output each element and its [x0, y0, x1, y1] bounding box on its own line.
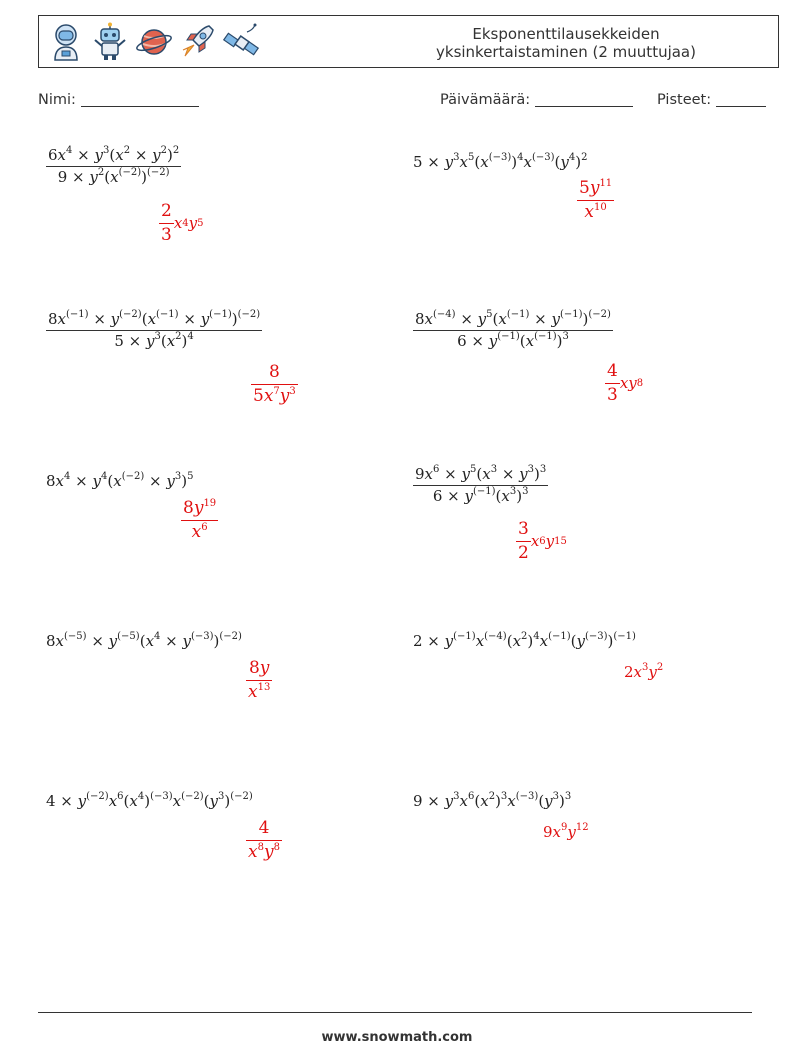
- worksheet-title: [406, 25, 726, 61]
- answer-8: $2x^3y^2$: [624, 662, 664, 681]
- satellite-icon: [223, 22, 261, 62]
- answer-6: $\frac{3}{2}$ x 6 y 15: [518, 519, 567, 563]
- problem-1: $\frac{6x^4 \times y^3(x^2 \times y^2)^2}{9 \times y^2(x^{(-2)})^{(-2)}}$: [48, 145, 180, 186]
- astronaut-icon: [47, 22, 85, 62]
- date-field: [440, 92, 633, 108]
- title-line-1: Eksponenttilausekkeiden: [472, 25, 660, 43]
- problem-10: $9 \times y^3x^6(x^2)^3x^{(-3)}(y^3)^3$: [413, 791, 572, 810]
- score-label: Pisteet:: [657, 92, 712, 108]
- answer-5: $\frac{8y^{19}}{x^6}$: [183, 498, 217, 542]
- rocket-icon: [179, 22, 217, 62]
- problem-7: $8x^{(-5)} \times y^{(-5)}(x^4 \times y^{(-3)})^{(-2)}$: [46, 631, 242, 650]
- footer-url[interactable]: www.snowmath.com: [321, 1030, 473, 1045]
- name-blank[interactable]: [81, 93, 199, 107]
- problem-6: $\frac{9x^6 \times y^5(x^3 \times y^3)^3}{6 \times y^{(-1)}(x^3)^3}$: [415, 464, 547, 505]
- name-label: Nimi:: [38, 92, 76, 108]
- robot-icon: [91, 22, 129, 62]
- worksheet-header: [38, 15, 779, 68]
- answer-7: $\frac{8y}{x^{13}}$: [248, 658, 271, 702]
- answer-4: $\frac{4}{3}$ xy 8: [607, 361, 644, 405]
- footer-divider: [38, 1012, 752, 1013]
- problem-8: $2 \times y^{(-1)}x^{(-4)}(x^2)^4x^{(-1)}(y^{(-3)})^{(-1)}$: [413, 631, 636, 650]
- date-blank[interactable]: [535, 93, 633, 107]
- header-icons: [47, 22, 261, 62]
- answer-9: $\frac{4}{x^8y^8}$: [248, 818, 280, 862]
- problem-9: $4 \times y^{(-2)}x^6(x^4)^{(-3)}x^{(-2)}(y^3)^{(-2)}$: [46, 791, 253, 810]
- problem-3: $\frac{8x^{(-1)} \times y^{(-2)}(x^{(-1)} \times y^{(-1)})^{(-2)}}{5 \times y^3(x^2)^4}$: [48, 309, 261, 350]
- problem-5: $8x^4 \times y^4(x^{(-2)} \times y^3)^5$: [46, 471, 194, 490]
- answer-10: $9x^9y^{12}$: [543, 822, 589, 841]
- score-blank[interactable]: [716, 93, 766, 107]
- problem-4: $\frac{8x^{(-4)} \times y^5(x^{(-1)} \times y^{(-1)})^{(-2)}}{6 \times y^{(-1)}(x^{(-1)})^3}$: [415, 309, 611, 350]
- answer-3: $\frac{8}{5x^7y^3}$: [253, 362, 296, 406]
- title-line-2: yksinkertaistaminen (2 muuttujaa): [436, 43, 696, 61]
- problem-2: $5 \times y^3x^5(x^{(-3)})^4x^{(-3)}(y^4)^2$: [413, 152, 588, 171]
- name-field: [38, 92, 199, 108]
- planet-icon: [135, 22, 173, 62]
- answer-2: $\frac{5y^{11}}{x^{10}}$: [579, 178, 613, 222]
- date-label: Päivämäärä:: [440, 92, 531, 108]
- score-field: [657, 92, 766, 108]
- answer-1: $\frac{2}{3}$ x 4 y 5: [161, 201, 204, 245]
